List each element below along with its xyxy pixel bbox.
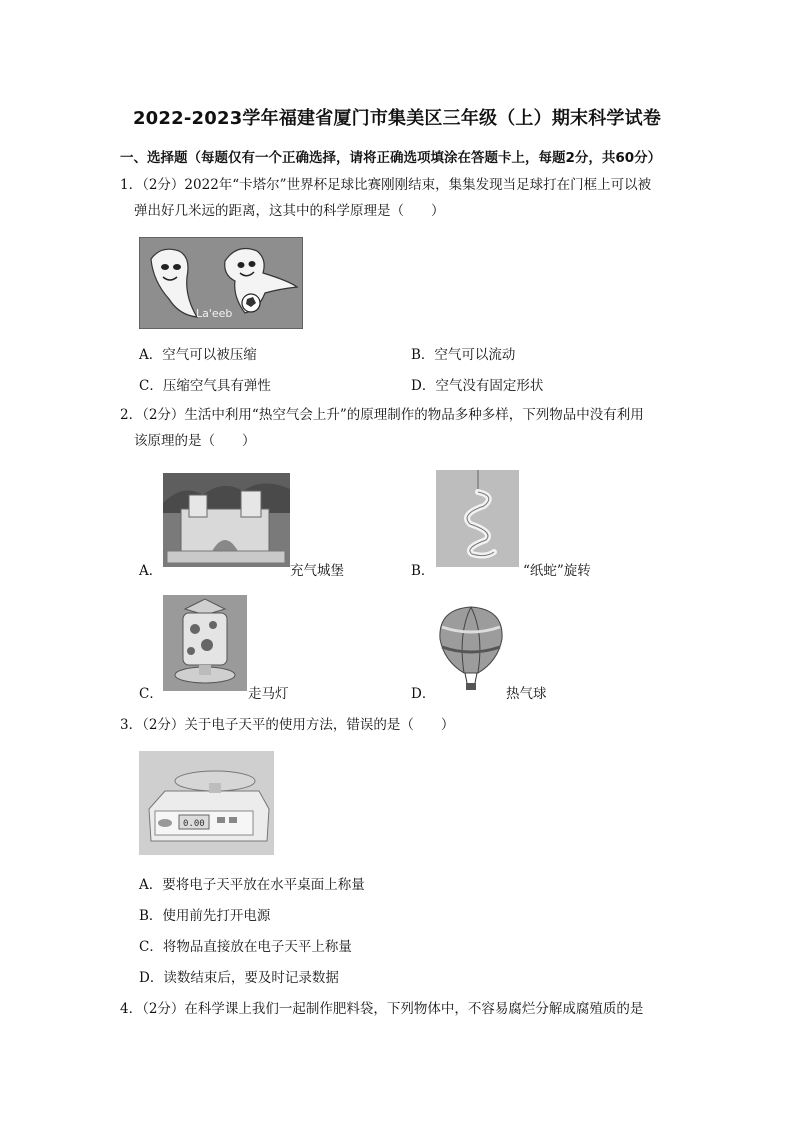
q2-option-a-caption: 充气城堡 [290,563,344,579]
q2-option-b-letter[interactable]: B． [411,563,435,579]
question-4 [120,996,680,1022]
section-heading: 一、选择题（每题仅有一个正确选择，请将正确选项填涂在答题卡上，每题2分，共60分） [120,150,662,166]
question-3 [120,712,680,738]
q3-option-d[interactable]: D．读数结束后，要及时记录数据 [139,970,339,986]
revolving-lantern-image[interactable] [163,595,247,691]
q1-option-d[interactable]: D．空气没有固定形状 [411,378,544,394]
question-1 [120,172,680,224]
q3-option-b[interactable]: B．使用前先打开电源 [139,908,271,924]
q2-option-d-caption: 热气球 [506,686,547,702]
q2-option-a-letter[interactable]: A． [139,563,163,579]
q2-option-b-caption: “纸蛇”旋转 [523,563,591,579]
question-4-line-1: 4．（2分）在科学课上我们一起制作肥料袋，下列物体中，不容易腐烂分解成腐殖质的是 [120,1001,644,1017]
electronic-balance-image [139,751,274,855]
q1-option-b[interactable]: B．空气可以流动 [411,347,516,363]
question-1-line-1: 1．（2分）2022年“卡塔尔”世界杯足球比赛刚刚结束，集集发现当足球打在门框上可以被 [120,177,652,193]
q3-option-c[interactable]: C．将物品直接放在电子天平上称量 [139,939,352,955]
q2-option-c-caption: 走马灯 [248,686,289,702]
q2-option-d-letter[interactable]: D． [411,686,436,702]
question-1-line-2: 弹出好几米远的距离，这其中的科学原理是（ ） [134,203,445,219]
q1-option-c[interactable]: C．压缩空气具有弹性 [139,378,271,394]
mascot-caption: La'eeb [196,307,233,320]
paper-snake-image[interactable] [436,470,519,567]
bouncy-castle-image[interactable] [163,473,290,567]
q1-option-a[interactable]: A．空气可以被压缩 [139,347,257,363]
question-3-line-1: 3．（2分）关于电子天平的使用方法，错误的是（ ） [120,717,455,733]
exam-title: 2022-2023学年福建省厦门市集美区三年级（上）期末科学试卷 [132,108,662,129]
q3-option-a[interactable]: A．要将电子天平放在水平桌面上称量 [139,877,365,893]
hot-air-balloon-image[interactable] [436,603,506,693]
question-2 [120,402,680,454]
question-2-line-2: 该原理的是（ ） [134,433,256,449]
mascot-image [139,237,303,329]
balance-display: 0.00 [183,819,205,829]
question-2-line-1: 2．（2分）生活中利用“热空气会上升”的原理制作的物品多种多样，下列物品中没有利用 [120,407,644,423]
q2-option-c-letter[interactable]: C． [139,686,163,702]
